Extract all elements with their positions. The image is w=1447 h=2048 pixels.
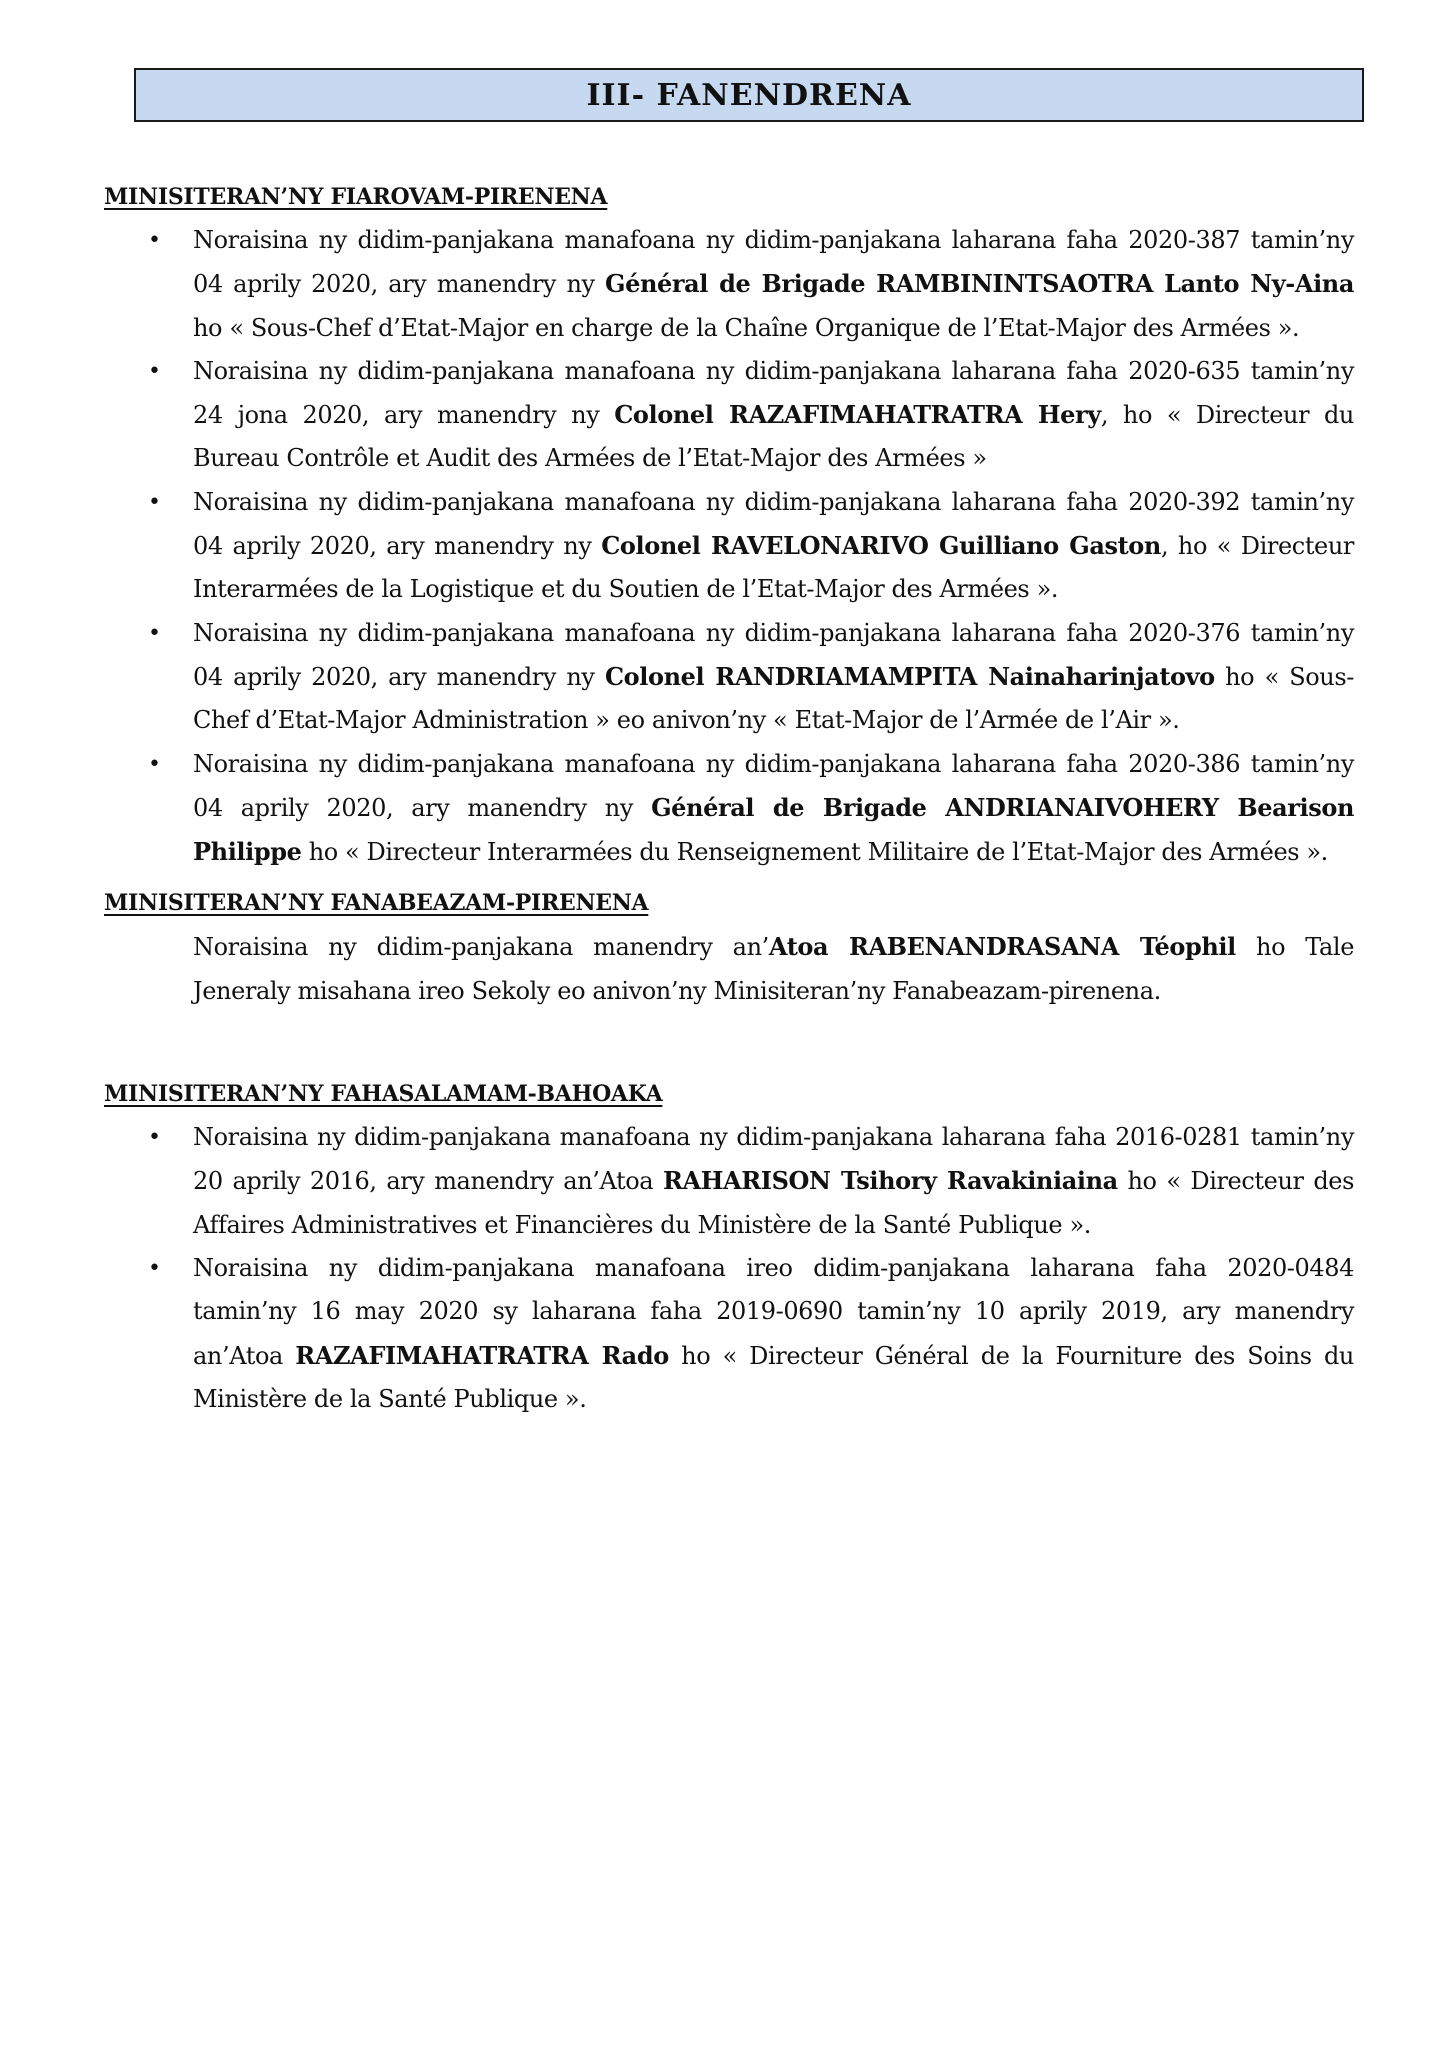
document-body	[104, 176, 1354, 1429]
list-item: • Noraisina ny didim-panjakana manafoana ny didim-panjakana laharana faha 2020-386 tamin’ny 04 aprily 2020, ary manendry ny Général de Brigade ANDRIANAIVOHERY Bearison Philippe ho « Directeur Interarmées du Renseignement Militaire de l’Etat-Major des Armées ».	[104, 743, 1354, 875]
appointee-name: RAHARISON Tsihory Ravakiniaina	[662, 1166, 1118, 1196]
appointee-name: Général de Brigade RAMBININTSAOTRA Lanto Ny-Aina	[605, 269, 1355, 299]
bullet-icon: •	[148, 620, 161, 646]
section-defense	[104, 176, 1354, 874]
section-health	[104, 1073, 1354, 1421]
appointee-name: Colonel RAVELONARIVO Guilliano Gaston	[601, 531, 1161, 561]
list-item: • Noraisina ny didim-panjakana manafoana ny didim-panjakana laharana faha 2020-387 tamin’ny 04 aprily 2020, ary manendry ny Général de Brigade RAMBININTSAOTRA Lanto Ny-Aina ho « Sous-Chef d’Etat-Major en charge de la Chaîne Organique de l’Etat-Major des Armées ».	[104, 219, 1354, 350]
bullet-icon: •	[148, 1125, 161, 1151]
appointee-name: Général de Brigade ANDRIANAIVOHERY Bearison Philippe	[193, 792, 1354, 867]
list-item: • Noraisina ny didim-panjakana manafoana ny didim-panjakana laharana faha 2020-392 tamin’ny 04 aprily 2020, ary manendry ny Colonel RAVELONARIVO Guilliano Gaston, ho « Directeur Interarmées de la Logistique et du Soutien de l’Etat-Major des Armées ».	[104, 481, 1354, 612]
appointment-paragraph: Noraisina ny didim-panjakana manendry an’Atoa RABENANDRASANA Téophil ho Tale Jeneraly misahana ireo Sekoly eo anivon’ny Minisiteran’ny Fanabeazam-pirenena.	[193, 932, 1355, 1005]
appointment-list	[104, 219, 1354, 874]
section-title-box	[134, 68, 1364, 122]
bullet-icon: •	[148, 1255, 161, 1281]
bullet-icon: •	[148, 228, 161, 253]
list-item: • Noraisina ny didim-panjakana manafoana ireo didim-panjakana laharana faha 2020-0484 tamin’ny 16 may 2020 sy laharana faha 2019-0690 tamin’ny 10 aprily 2019, ary manendry an’Atoa RAZAFIMAHATRATRA Rado ho « Directeur Général de la Fourniture des Soins du Ministère de la Santé Publique ».	[104, 1247, 1354, 1421]
list-item: • Noraisina ny didim-panjakana manafoana ny didim-panjakana laharana faha 2020-635 tamin’ny 24 jona 2020, ary manendry ny Colonel RAZAFIMAHATRATRA Hery, ho « Directeur du Bureau Contrôle et Audit des Armées de l’Etat-Major des Armées »	[104, 350, 1354, 481]
appointee-name: Atoa RABENANDRASANA Téophil	[768, 932, 1236, 962]
appointee-name: Colonel RAZAFIMAHATRATRA Hery	[614, 400, 1101, 430]
bullet-icon: •	[148, 751, 161, 777]
bullet-icon: •	[148, 358, 161, 384]
appointee-name: Colonel RANDRIAMAMPITA Nainaharinjatovo	[604, 661, 1215, 691]
section-heading: MINISITERAN’NY FANABEAZAM-PIRENENA	[104, 890, 649, 917]
section-heading: MINISITERAN’NY FAHASALAMAM-BAHOAKA	[104, 1081, 663, 1108]
appointment-list	[104, 1116, 1354, 1421]
section-education	[104, 882, 1354, 1013]
section-heading: MINISITERAN’NY FIAROVAM-PIRENENA	[104, 184, 608, 210]
section-title: III- FANENDRENA	[586, 77, 912, 113]
bullet-icon: •	[148, 489, 161, 515]
list-item: • Noraisina ny didim-panjakana manafoana ny didim-panjakana laharana faha 2016-0281 tamin’ny 20 aprily 2016, ary manendry an’Atoa RAHARISON Tsihory Ravakiniaina ho « Directeur des Affaires Administratives et Financières du Ministère de la Santé Publique ».	[104, 1116, 1354, 1247]
list-item: • Noraisina ny didim-panjakana manafoana ny didim-panjakana laharana faha 2020-376 tamin’ny 04 aprily 2020, ary manendry ny Colonel RANDRIAMAMPITA Nainaharinjatovo ho « Sous-Chef d’Etat-Major Administration » eo anivon’ny « Etat-Major de l’Armée de l’Air ».	[104, 612, 1354, 743]
appointee-name: RAZAFIMAHATRATRA Rado	[295, 1340, 669, 1370]
spacer	[104, 1021, 1354, 1073]
